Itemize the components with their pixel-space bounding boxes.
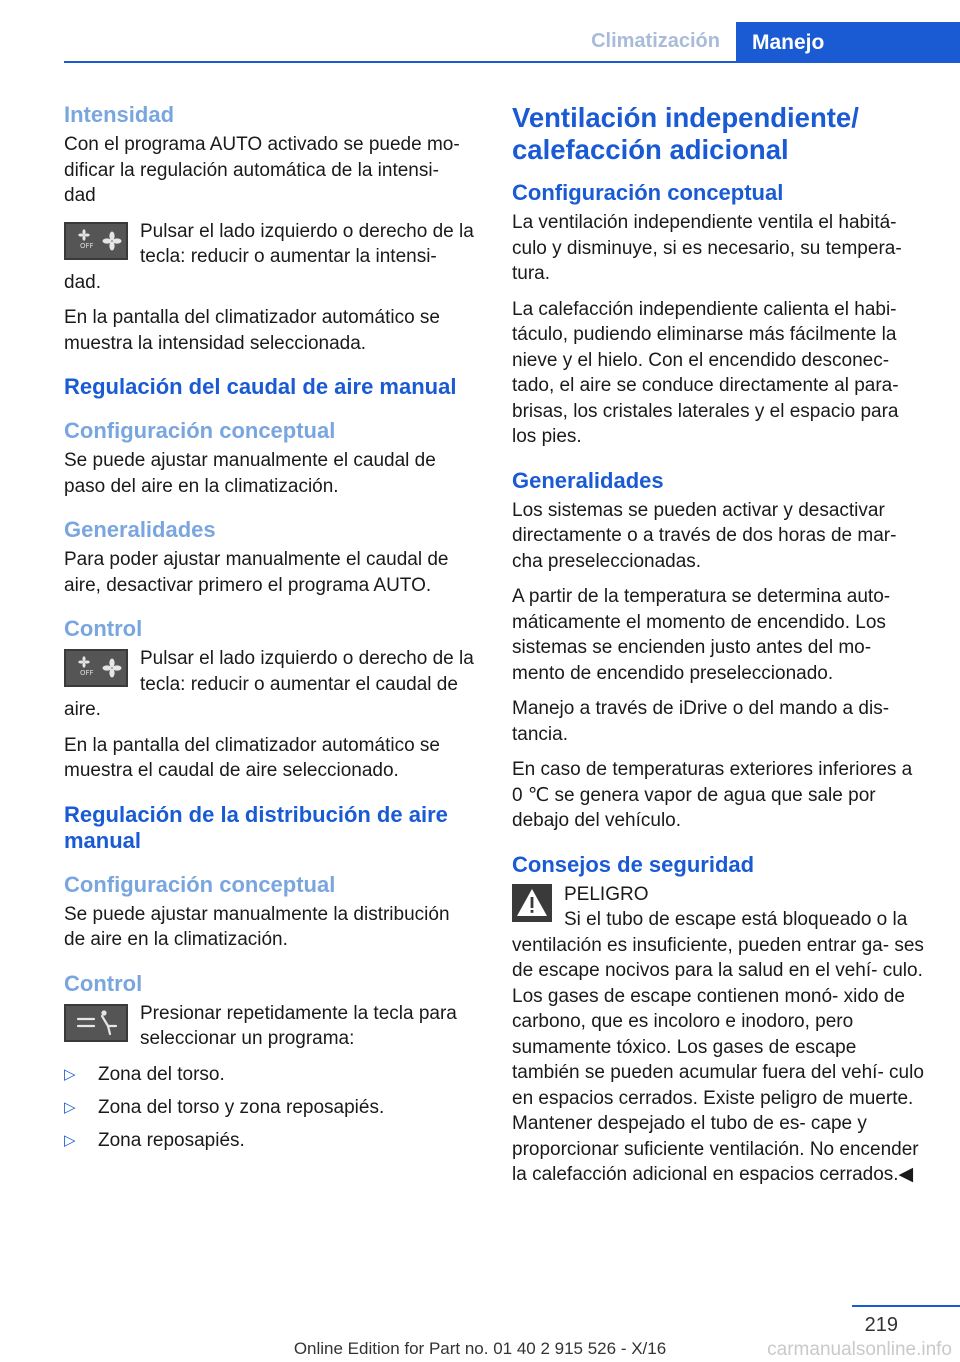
distrib-concept-text: Se puede ajustar manualmente la distribución de aire en la climatización.	[64, 903, 450, 950]
main-heading: Ventilación independiente/ calefacción adicional	[512, 102, 859, 165]
caudal-concept-heading: Configuración conceptual	[64, 418, 336, 443]
air-distribution-key-icon	[64, 1004, 128, 1042]
caudal-icon-text: Pulsar el lado izquierdo o derecho de la tecla: reducir o aumentar el caudal de aire.	[64, 648, 474, 720]
general-heading: Generalidades	[512, 467, 664, 493]
general-paragraph-4: En caso de temperaturas exteriores inferiores a 0 ℃ se genera vapor de agua que sale por debajo del vehículo.	[512, 759, 913, 831]
fan-key-icon	[64, 222, 128, 260]
warning-block	[512, 882, 924, 1188]
page-number: 219	[864, 1314, 898, 1336]
warning-triangle-icon	[512, 884, 552, 922]
caudal-general-heading: Generalidades	[64, 517, 216, 542]
caudal-heading: Regulación del caudal de aire manual	[64, 374, 457, 399]
distrib-icon-text: Presionar repetidamente la tecla para seleccionar un programa:	[140, 1002, 457, 1049]
watermark: carmanualsonline.info	[767, 1339, 952, 1360]
concept-heading: Configuración conceptual	[512, 180, 784, 205]
list-item: ▷ Zona reposapiés.	[64, 1128, 474, 1154]
concept-paragraph-1: La ventilación independiente ventila el habitá‐ culo y disminuye, si es necesario, su tempera‐ tura.	[512, 212, 902, 284]
header-rule	[64, 61, 960, 63]
general-paragraph-1: Los sistemas se pueden activar y desactivar directamente o a través de dos horas de mar‐ cha preseleccionadas.	[512, 499, 897, 572]
intensidad-display-text: En la pantalla del climatizador automático se muestra la intensidad seleccionada.	[64, 307, 440, 354]
list-item: ▷ Zona del torso.	[64, 1062, 474, 1088]
list-bullet-icon: ▷	[64, 1065, 76, 1083]
general-paragraph-3: Manejo a través de iDrive o del mando a dis‐ tancia.	[512, 698, 890, 745]
caudal-control-heading: Control	[64, 616, 143, 641]
caudal-display-text: En la pantalla del climatizador automático se muestra el caudal de aire seleccionado.	[64, 734, 440, 781]
left-column	[64, 102, 474, 1161]
intensidad-icon-paragraph	[64, 219, 474, 296]
concept-paragraph-2: La calefacción independiente calienta el habi‐ táculo, pudiendo eliminarse más fácilmente la nieve y el hielo. Con el encendido desconec‐ tado, el aire se conduce directamente al para‐ brisas, los cristales laterales y el espacio para los pies.	[512, 298, 899, 447]
caudal-icon-paragraph	[64, 646, 474, 723]
edition-text: Online Edition for Part no. 01 40 2 915 526 - X/16	[293, 1339, 667, 1358]
right-column	[512, 102, 924, 1198]
caudal-general-text: Para poder ajustar manualmente el caudal de aire, desactivar primero el programa AUTO.	[64, 549, 449, 596]
header-chapter-tab: Manejo	[736, 22, 960, 62]
safety-heading: Consejos de seguridad	[512, 851, 755, 877]
distrib-heading: Regulación de la distribución de aire manual	[64, 801, 448, 853]
warning-label: PELIGRO	[564, 883, 649, 905]
warning-text: Si el tubo de escape está bloqueado o la ventilación es insuficiente, pueden entrar ga‐ ses de escape nocivos para la salud en el vehí‐ culo. Los gases de escape contienen monó‐ xido de carbono, que es incoloro e inodoro, pero sumamente tóxico. Los gases de escape también se pueden acumular fuera del vehí‐ culo en espacios cerrados. Existe peligro de muerte. Mantener despejado el tubo de es‐ cape y proporcionar suficiente ventilación. No encender la calefacción adicional en espacios cerrados.◀	[512, 909, 924, 1185]
intensidad-heading: Intensidad	[64, 102, 175, 127]
caudal-concept-text: Se puede ajustar manualmente el caudal de paso del aire en la climatización.	[64, 450, 436, 497]
distrib-control-heading: Control	[64, 970, 143, 996]
distrib-concept-heading: Configuración conceptual	[64, 871, 336, 897]
intensidad-text: Con el programa AUTO activado se puede mo‐ dificar la regulación automática de la intensi‐ dad	[64, 134, 460, 206]
distrib-program-list	[64, 1062, 474, 1154]
list-item: ▷ Zona del torso y zona reposapiés.	[64, 1095, 474, 1121]
intensidad-icon-text: Pulsar el lado izquierdo o derecho de la tecla: reducir o aumentar la intensi‐ dad.	[64, 220, 474, 293]
fan-key-off-label: OFF	[80, 669, 94, 677]
fan-key-off-label: OFF	[80, 241, 94, 250]
list-bullet-icon: ▷	[64, 1131, 76, 1149]
list-bullet-icon: ▷	[64, 1098, 76, 1116]
distrib-icon-paragraph	[64, 1001, 474, 1052]
header-section-title: Climatización	[591, 30, 720, 52]
footer-rule	[852, 1305, 960, 1307]
fan-key-icon	[64, 649, 128, 687]
general-paragraph-2: A partir de la temperatura se determina auto‐ máticamente el momento de encendido. Los sistemas se encienden justo antes del mo‐ mento de encendido preseleccionado.	[512, 586, 891, 684]
